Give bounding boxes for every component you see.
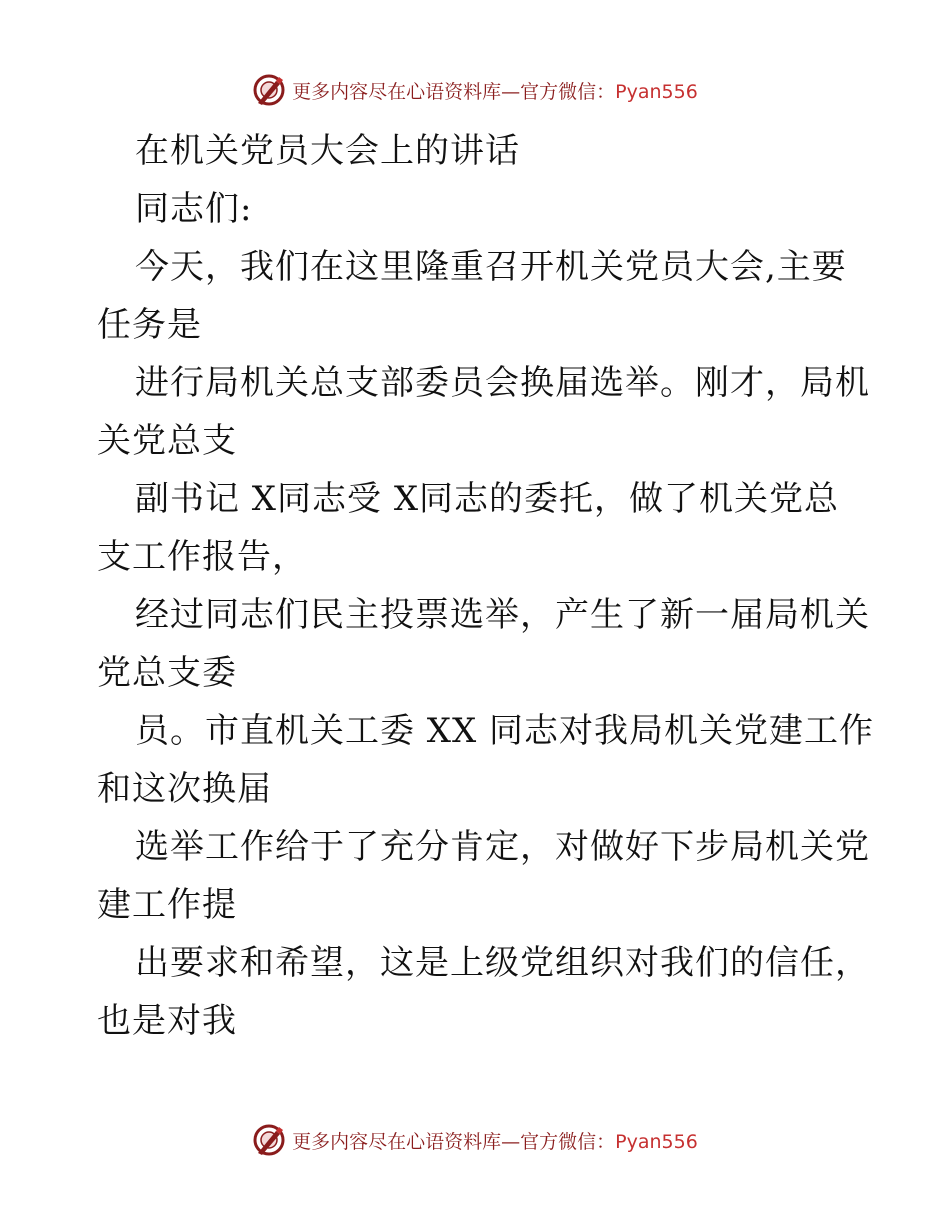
header-wechat-id: Pyan556 <box>615 80 698 103</box>
document-title: 在机关党员大会上的讲话 <box>135 131 520 171</box>
paragraph-line: 和这次换届 <box>97 769 272 809</box>
paragraph-line: 副书记 X同志受 X同志的委托，做了机关党总 <box>135 479 840 519</box>
paragraph-line: 任务是 <box>97 305 202 345</box>
footer-wechat-id: Pyan556 <box>615 1130 698 1153</box>
paragraph-line: 建工作提 <box>97 885 237 925</box>
salutation: 同志们: <box>135 189 253 229</box>
paragraph-line: 党总支委 <box>97 653 237 693</box>
paragraph-line: 经过同志们民主投票选举，产生了新一届局机关 <box>135 595 870 635</box>
header-banner <box>0 70 950 110</box>
pen-logo-icon <box>252 1123 286 1157</box>
paragraph-line: 出要求和希望，这是上级党组织对我们的信任， <box>135 943 870 983</box>
paragraph-line: 进行局机关总支部委员会换届选举。刚才，局机 <box>135 363 870 403</box>
paragraph-line: 员。市直机关工委 XX 同志对我局机关党建工作 <box>135 711 875 751</box>
document-body <box>97 122 875 1050</box>
pen-logo-icon <box>252 73 286 107</box>
paragraph-line: 也是对我 <box>97 1001 237 1041</box>
paragraph-line: 支工作报告， <box>97 537 307 577</box>
footer-banner-text: 更多内容尽在心语资料库—官方微信：Pyan556 <box>292 1130 698 1153</box>
footer-banner <box>0 1120 950 1160</box>
header-banner-text: 更多内容尽在心语资料库—官方微信：Pyan556 <box>292 80 698 103</box>
paragraph-line: 今天，我们在这里隆重召开机关党员大会,主要 <box>135 247 847 287</box>
paragraph-line: 关党总支 <box>97 421 237 461</box>
paragraph-line: 选举工作给于了充分肯定，对做好下步局机关党 <box>135 827 870 867</box>
